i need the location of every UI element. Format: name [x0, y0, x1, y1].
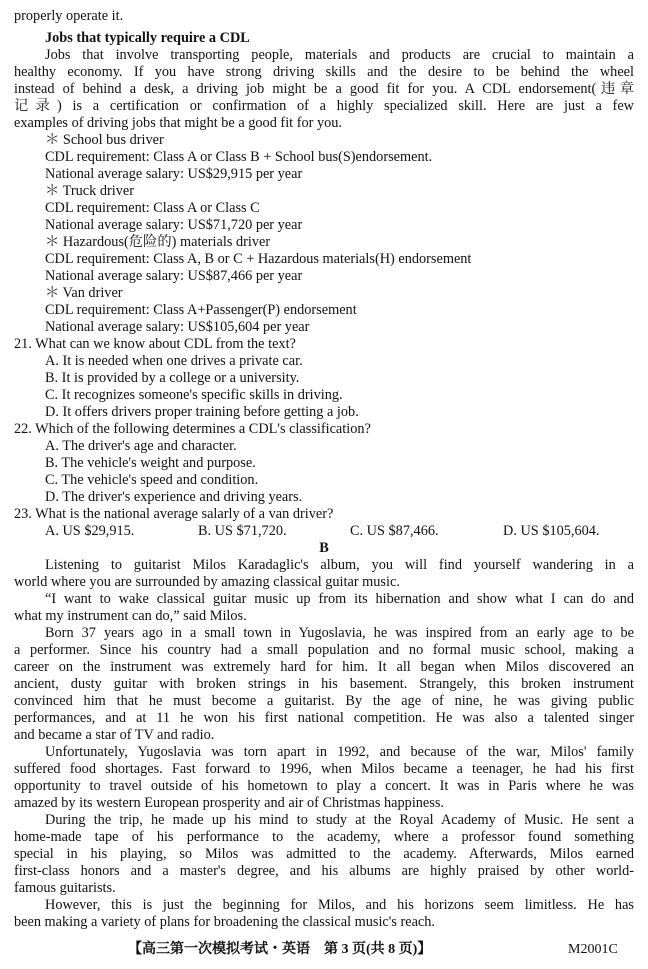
job-salary: National average salary: US$87,466 per year — [45, 268, 303, 284]
passage-line: suffered food shortages. Fast forward to 1996, when Milos became a teenager, he had his first — [14, 761, 634, 777]
passage-line: convinced him that he must become a guitarist. By the age of nine, he was giving public — [14, 693, 634, 709]
footer-code: M2001C — [568, 942, 618, 957]
para-intro-line: Jobs that involve transporting people, materials and products are crucial to maintain a — [45, 47, 634, 63]
answer-option: A. It is needed when one drives a private car. — [45, 353, 303, 369]
job-requirement: CDL requirement: Class A or Class C — [45, 200, 260, 216]
para-intro-line: instead of behind a desk, a driving job might be a good fit for you. A CDL endorsement(违章 — [14, 81, 634, 97]
passage-line: home-made tape of his performance to the academy, where a professor found something — [14, 829, 634, 845]
job-title: ＊ Hazardous(危险的) materials driver — [45, 234, 271, 250]
job-title: ＊ Van driver — [45, 285, 123, 301]
job-requirement: CDL requirement: Class A+Passenger(P) endorsement — [45, 302, 357, 318]
job-salary: National average salary: US$71,720 per year — [45, 217, 303, 233]
passage-line: ancient, dusty guitar with broken strings in his basement. Strangely, this broken instrument — [14, 676, 634, 692]
answer-option: C. It recognizes someone's specific skills in driving. — [45, 387, 343, 403]
answer-option: C. The vehicle's speed and condition. — [45, 472, 259, 488]
passage-line: famous guitarists. — [14, 880, 116, 896]
intro-tail: properly operate it. — [14, 8, 124, 24]
answer-option: D. US $105,604. — [503, 523, 600, 539]
para-intro-line: healthy economy. If you have strong driving skills and the desire to be behind the wheel — [14, 64, 634, 80]
job-salary: National average salary: US$105,604 per year — [45, 319, 310, 335]
passage-line: opportunity to travel outside of his hometown to play a concert. It was in Paris where he was — [14, 778, 634, 794]
footer-exam-title: 【高三第一次模拟考试・英语 第 3 页(共 8 页)】 — [128, 942, 432, 957]
passage-line: and became a star of TV and radio. — [14, 727, 215, 743]
answer-option: A. US $29,915. — [45, 523, 135, 539]
question-stem: 22. Which of the following determines a CDL's classification? — [14, 421, 371, 437]
job-salary: National average salary: US$29,915 per year — [45, 166, 303, 182]
answer-option: B. US $71,720. — [198, 523, 287, 539]
passage-line: Listening to guitarist Milos Karadaglic's album, you will find yourself wandering in a — [45, 557, 634, 573]
job-title: ＊ School bus driver — [45, 132, 164, 148]
passage-line: career on the instrument was extremely hard for him. It all began when Milos discovered an — [14, 659, 634, 675]
answer-option: B. It is provided by a college or a university. — [45, 370, 300, 386]
passage-line: a performer. Since his country had a small population and no formal music school, making a — [14, 642, 634, 658]
answer-option: D. The driver's experience and driving years. — [45, 489, 303, 505]
answer-option: D. It offers drivers proper training before getting a job. — [45, 404, 359, 420]
passage-line: special in his playing, so Milos was admitted to the academy. Afterwards, Milos earned — [14, 846, 634, 862]
passage-line: Born 37 years ago in a small town in Yugoslavia, he was inspired from an early age to be — [45, 625, 634, 641]
job-requirement: CDL requirement: Class A, B or C + Hazardous materials(H) endorsement — [45, 251, 472, 267]
passage-line: “I want to wake classical guitar music up from its hibernation and show what I can do and — [45, 591, 634, 607]
para-intro-line: 记录) is a certification or confirmation of a highly specialized skill. Here are just a few — [14, 98, 634, 114]
passage-line: However, this is just the beginning for Milos, and his horizons seem limitless. He has — [45, 897, 634, 913]
question-stem: 23. What is the national average salarly of a van driver? — [14, 506, 334, 522]
section-heading: Jobs that typically require a CDL — [45, 30, 250, 46]
passage-line: been making a variety of plans for broadening the classical music's reach. — [14, 914, 436, 930]
passage-line: what my instrument can do,” said Milos. — [14, 608, 247, 624]
para-intro-line: examples of driving jobs that might be a good fit for you. — [14, 115, 342, 131]
passage-line: first-class honors and a master's degree, and his albums are highly praised by other world- — [14, 863, 634, 879]
passage-line: During the trip, he made up his mind to study at the Royal Academy of Music. He sent a — [45, 812, 634, 828]
job-title: ＊ Truck driver — [45, 183, 134, 199]
passage-line: world where you are surrounded by amazing classical guitar music. — [14, 574, 400, 590]
passage-line: performances, and at 11 he won his first national competition. He was also a talented singer — [14, 710, 634, 726]
answer-option: A. The driver's age and character. — [45, 438, 237, 454]
answer-option: C. US $87,466. — [350, 523, 439, 539]
part-b-label: B — [319, 540, 329, 556]
question-stem: 21. What can we know about CDL from the text? — [14, 336, 296, 352]
job-requirement: CDL requirement: Class A or Class B + School bus(S)endorsement. — [45, 149, 433, 165]
answer-option: B. The vehicle's weight and purpose. — [45, 455, 256, 471]
passage-line: amazed by its western European prosperity and air of Christmas happiness. — [14, 795, 444, 811]
passage-line: Unfortunately, Yugoslavia was torn apart in 1992, and because of the war, Milos' family — [45, 744, 634, 760]
